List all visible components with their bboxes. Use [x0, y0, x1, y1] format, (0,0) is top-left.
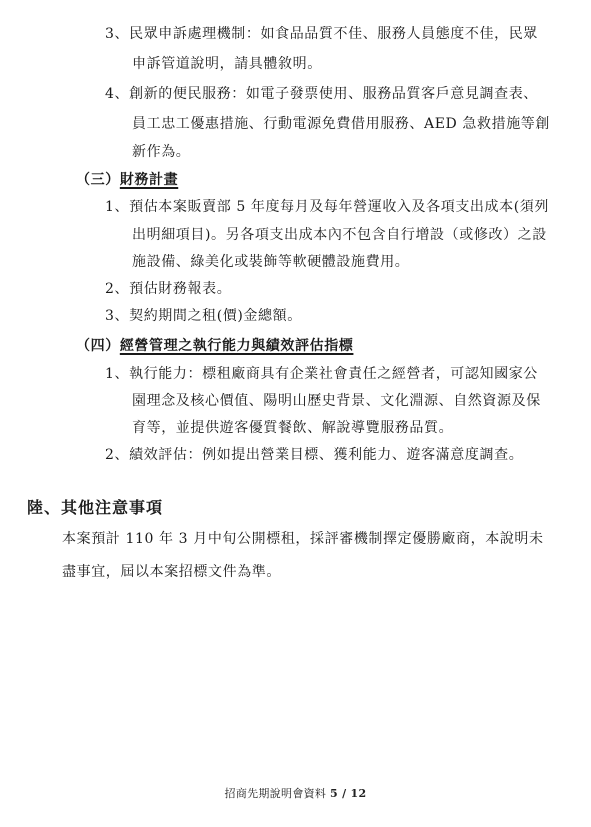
finance-item1-line1: 1、預估本案販賣部 5 年度每月及每年營運收入及各項支出成本(須列	[105, 199, 549, 215]
section-six-para-line1: 本案預計 110 年 3 月中旬公開標租，採評審機制擇定優勝廠商，本說明未	[62, 531, 544, 547]
page-footer	[0, 785, 591, 801]
innovative-service-line2: 員工忠工優惠措施、行動電源免費借用服務、AED 急救措施等創	[132, 116, 551, 132]
section-six-para-line2: 盡事宜，屆以本案招標文件為準。	[62, 564, 281, 580]
finance-item1-line2: 出明細項目)。另各項支出成本內不包含自行增設（或修改）之設	[132, 227, 547, 243]
management-heading	[76, 337, 353, 355]
finance-heading-prefix: （三）	[76, 172, 120, 188]
management-item1-line3: 育等，並提供遊客優質餐飲、解說導覽服務品質。	[132, 420, 454, 436]
innovative-service-line3: 新作為。	[132, 144, 191, 160]
innovative-service-line1: 4、創新的便民服務：如電子發票使用、服務品質客戶意見調查表、	[105, 86, 538, 102]
complaint-mechanism-line1: 3、民眾申訴處理機制：如食品品質不佳、服務人員態度不佳，民眾	[105, 26, 538, 42]
management-item1-line1: 1、執行能力：標租廠商具有企業社會責任之經營者，可認知國家公	[105, 366, 538, 382]
section-six-title: 陸、其他注意事項	[27, 498, 164, 517]
page-number: 5 / 12	[330, 787, 367, 800]
finance-heading	[76, 171, 178, 189]
management-item1-line2: 園理念及核心價值、陽明山歷史背景、文化淵源、自然資源及保	[132, 393, 541, 409]
management-heading-prefix: （四）	[76, 338, 120, 354]
complaint-mechanism-line2: 申訴管道說明，請具體敘明。	[132, 56, 322, 72]
management-heading-title: 經營管理之執行能力與績效評估指標	[119, 338, 354, 354]
finance-item2: 2、預估財務報表。	[105, 281, 232, 297]
finance-item3: 3、契約期間之租(價)金總額。	[105, 308, 302, 324]
finance-item1-line3: 施設備、綠美化或裝飾等軟硬體設施費用。	[132, 254, 410, 270]
footer-label: 招商先期說明會資料	[224, 787, 331, 800]
finance-heading-title: 財務計畫	[119, 172, 179, 188]
management-item2: 2、績效評估：例如提出營業目標、獲利能力、遊客滿意度調查。	[105, 447, 524, 463]
